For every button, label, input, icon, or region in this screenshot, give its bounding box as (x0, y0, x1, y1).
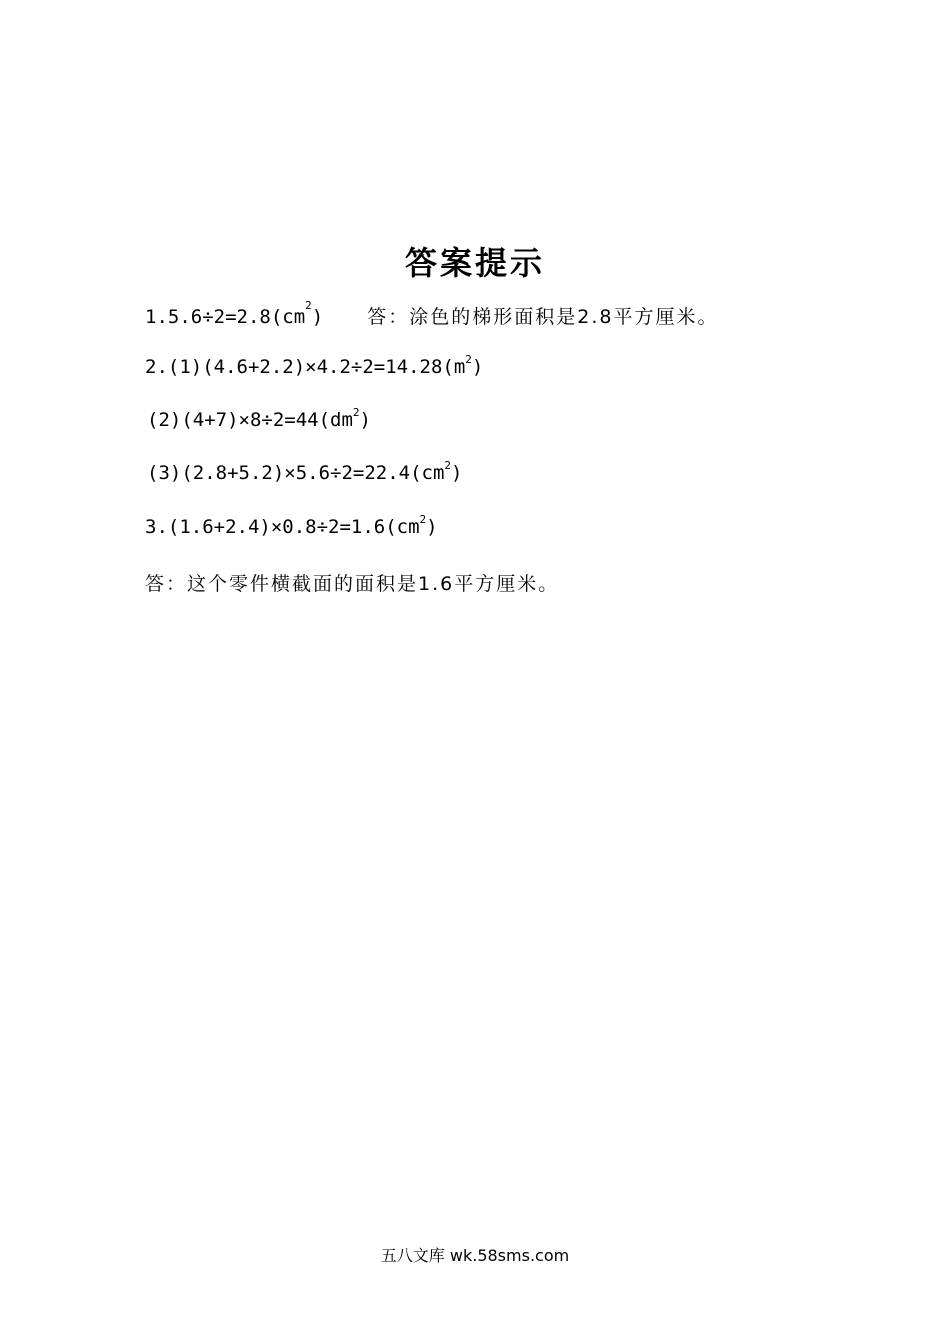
answer-2-1-close-paren: ) (471, 356, 484, 378)
page-title: 答案提示 (404, 244, 545, 282)
answer-3-expression: 3.(1.6+2.4)×0.8÷2=1.6(cm (145, 516, 420, 538)
answer-1-superscript: 2 (305, 299, 312, 312)
footer-watermark: 五八文库 wk.58sms.com (380, 1246, 570, 1265)
answer-line-2-3 (147, 459, 463, 484)
answer-line-1 (145, 299, 719, 329)
answer-2-3-expression: (3)(2.8+5.2)×5.6÷2=22.4(cm (147, 462, 445, 484)
answer-2-3-close-paren: ) (451, 462, 463, 484)
answer-line-2-2 (147, 406, 371, 431)
answer-1-expression: 1.5.6÷2=2.8(cm (145, 306, 306, 328)
answer-2-2-expression: (2)(4+7)×8÷2=44(dm (147, 409, 353, 431)
answer-line-2-1 (145, 353, 484, 378)
answer-2-1-expression: 2.(1)(4.6+2.2)×4.2÷2=14.28(m (145, 356, 466, 378)
answer-line-3 (145, 513, 438, 538)
answer-2-1-superscript: 2 (465, 353, 472, 366)
answer-1-close-paren: ) (311, 306, 324, 328)
answer-3-superscript: 2 (419, 513, 427, 526)
answer-2-2-close-paren: ) (359, 409, 371, 431)
answer-1-statement: 答：涂色的梯形面积是2.8平方厘米。 (367, 306, 719, 328)
answer-2-2-superscript: 2 (352, 406, 360, 419)
answer-2-3-superscript: 2 (444, 459, 452, 472)
answer-line-3-statement (145, 569, 559, 596)
answer-3-close-paren: ) (426, 516, 438, 538)
answer-3-statement: 答：这个零件横截面的面积是1.6平方厘米。 (145, 573, 560, 595)
